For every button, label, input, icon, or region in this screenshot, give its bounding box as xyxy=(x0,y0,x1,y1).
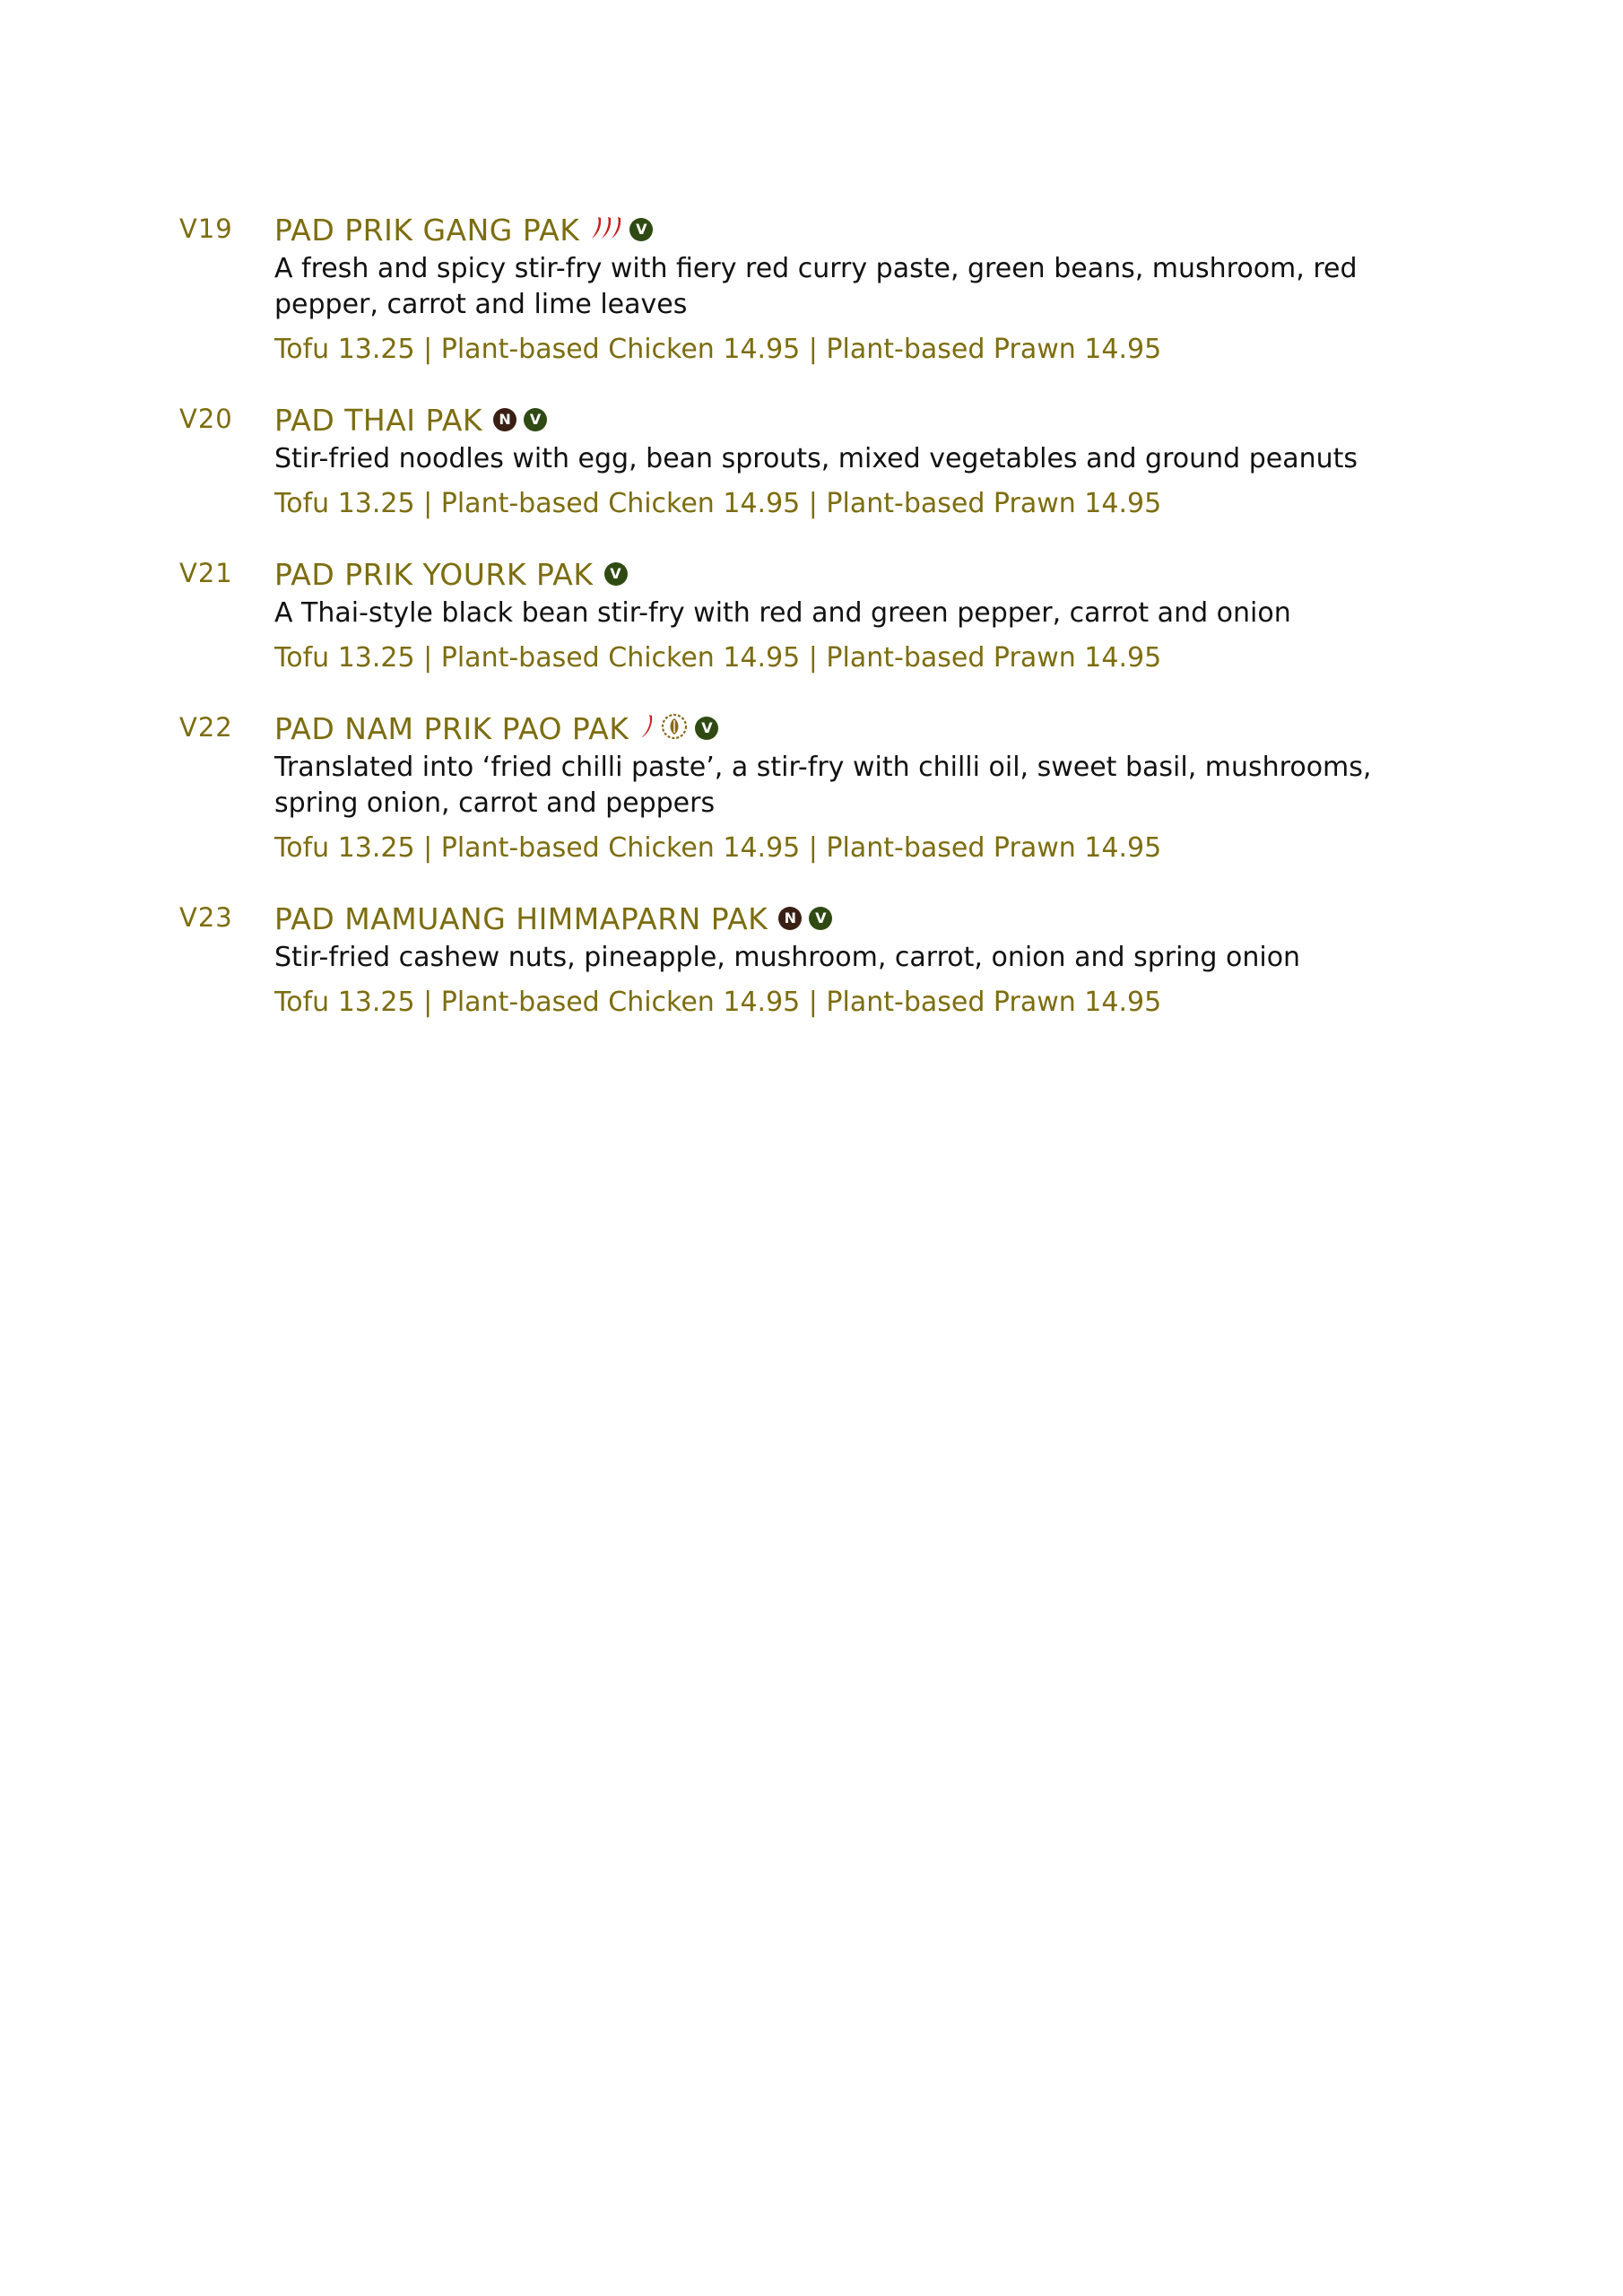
vegetarian-icon: V xyxy=(809,907,832,930)
vegetarian-icon: V xyxy=(524,408,547,431)
item-prices: Tofu 13.25 | Plant-based Chicken 14.95 | Plant-based Prawn 14.95 xyxy=(274,642,1162,674)
item-code: V20 xyxy=(179,404,233,434)
item-prices: Tofu 13.25 | Plant-based Chicken 14.95 | Plant-based Prawn 14.95 xyxy=(274,488,1162,519)
item-code: V19 xyxy=(179,213,233,244)
item-name: PAD MAMUANG HIMMAPARN PAK xyxy=(274,900,768,936)
menu-item-v22 xyxy=(179,707,1453,866)
menu-item-v20 xyxy=(179,398,1453,522)
item-code: V21 xyxy=(179,558,233,588)
item-prices: Tofu 13.25 | Plant-based Chicken 14.95 | Plant-based Prawn 14.95 xyxy=(274,334,1162,365)
item-name: PAD NAM PRIK PAO PAK xyxy=(274,710,629,746)
nuts-icon: N xyxy=(493,408,516,431)
item-icons xyxy=(590,214,653,245)
menu-item-v21 xyxy=(179,552,1453,676)
vegetarian-icon: V xyxy=(629,218,653,241)
item-prices: Tofu 13.25 | Plant-based Chicken 14.95 | Plant-based Prawn 14.95 xyxy=(274,832,1162,864)
nuts-icon: N xyxy=(778,907,802,930)
menu-item-v19 xyxy=(179,208,1453,368)
item-description: A Thai-style black bean stir-fry with red and green pepper, carrot and onion xyxy=(274,597,1291,629)
chilli-1-icon xyxy=(639,713,654,744)
menu-item-v23 xyxy=(179,897,1453,1021)
vegetarian-icon: V xyxy=(695,717,718,740)
item-description: Stir-fried noodles with egg, bean sprouts, mixed vegetables and ground peanuts xyxy=(274,443,1358,474)
item-icons xyxy=(639,713,718,744)
item-code: V22 xyxy=(179,712,233,743)
item-code: V23 xyxy=(179,902,233,933)
item-name: PAD PRIK YOURK PAK xyxy=(274,556,594,592)
item-description: Translated into ‘fried chilli paste’, a stir-fry with chilli oil, sweet basil, mushrooms, spring onion, carrot and peppers xyxy=(274,752,1372,819)
item-prices: Tofu 13.25 | Plant-based Chicken 14.95 | Plant-based Prawn 14.95 xyxy=(274,987,1162,1018)
item-name: PAD THAI PAK xyxy=(274,402,483,438)
item-icons xyxy=(604,562,628,586)
menu-list xyxy=(179,208,1453,1021)
item-icons xyxy=(778,907,832,930)
item-name: PAD PRIK GANG PAK xyxy=(274,212,580,248)
chilli-3-icon xyxy=(590,214,622,245)
item-icons xyxy=(493,408,547,431)
item-description: Stir-fried cashew nuts, pineapple, mushroom, carrot, onion and spring onion xyxy=(274,942,1301,973)
vegetarian-icon: V xyxy=(604,562,628,586)
item-description: A fresh and spicy stir-fry with fiery red curry paste, green beans, mushroom, red pepper, carrot and lime leaves xyxy=(274,253,1358,320)
basil-icon xyxy=(661,713,688,744)
